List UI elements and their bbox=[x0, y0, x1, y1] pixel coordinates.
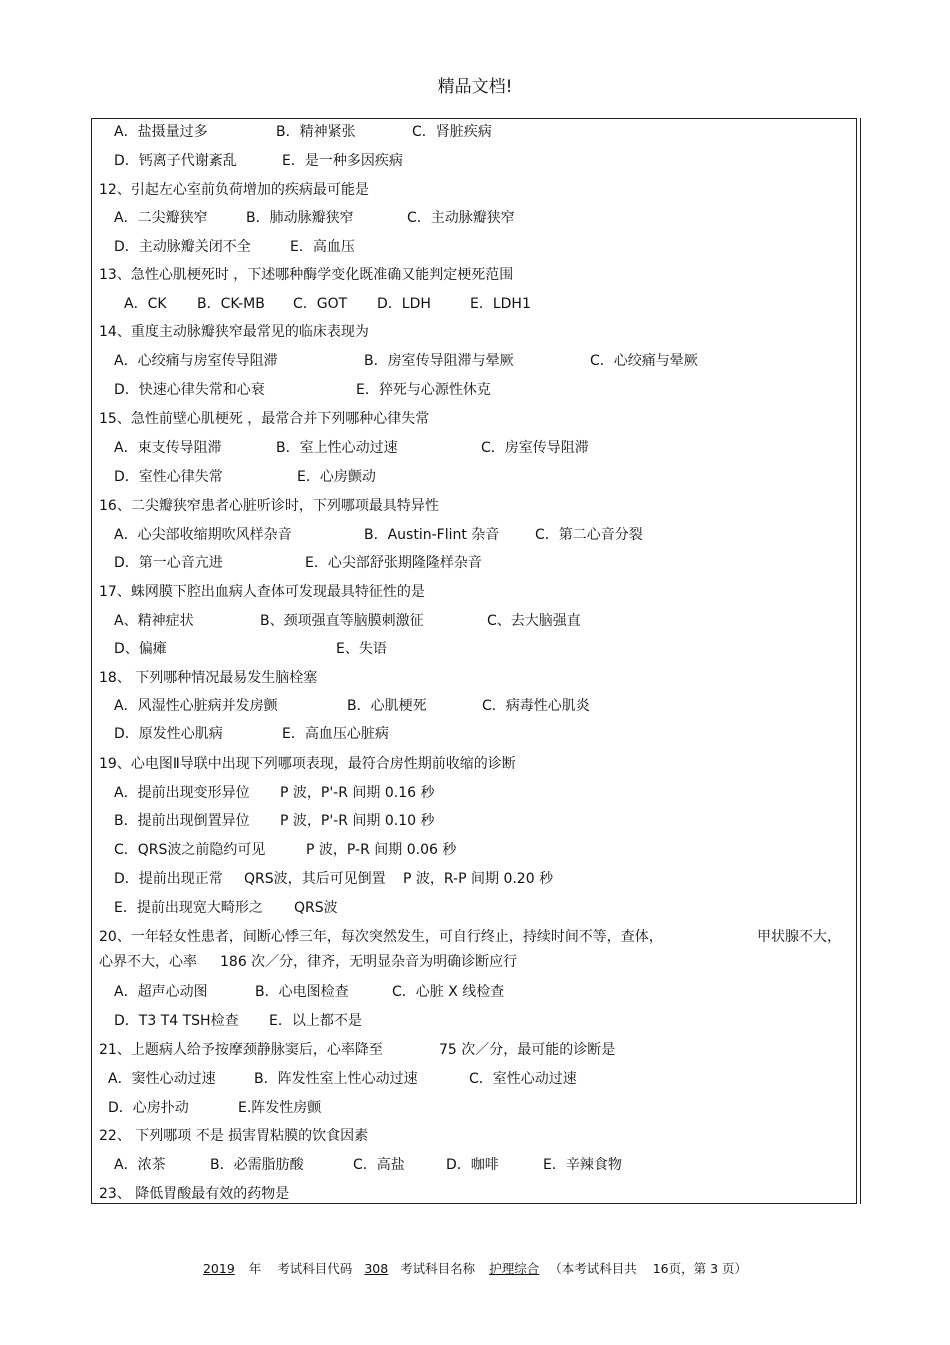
answer-option: E．辛辣食物 bbox=[543, 1157, 622, 1173]
answer-option: E．心尖部舒张期隆隆样杂音 bbox=[305, 555, 482, 571]
answer-option: D．快速心律失常和心衰 bbox=[114, 382, 265, 398]
answer-option: B．心肌梗死 bbox=[347, 698, 427, 714]
question-stem: 22、 下列哪项 不是 损害胃粘膜的饮食因素 bbox=[99, 1128, 369, 1144]
answer-option: B．房室传导阻滞与晕厥 bbox=[364, 353, 514, 369]
answer-option: C．第二心音分裂 bbox=[535, 527, 643, 543]
question-stem: 15、急性前壁心肌梗死 ，最常合并下列哪种心律失常 bbox=[99, 411, 430, 427]
question-stem: 18、 下列哪种情况最易发生脑栓塞 bbox=[99, 670, 318, 686]
answer-option: D．主动脉瓣关闭不全 bbox=[114, 239, 251, 255]
answer-option: B．提前出现倒置异位 bbox=[114, 813, 250, 829]
footer-code: 308 bbox=[364, 1261, 389, 1276]
answer-option: P 波，P-R 间期 0.06 秒 bbox=[306, 842, 457, 858]
question-stem: 19、心电图Ⅱ导联中出现下列哪项表现，最符合房性期前收缩的诊断 bbox=[99, 756, 516, 772]
answer-option: D．LDH bbox=[377, 296, 431, 312]
answer-option: A．超声心动图 bbox=[114, 984, 208, 1000]
footer-year: 2019 bbox=[202, 1261, 235, 1276]
answer-option: B、颈项强直等脑膜刺激征 bbox=[260, 613, 424, 629]
question-stem: 17、蛛网膜下腔出血病人查体可发现最具特征性的是 bbox=[99, 584, 425, 600]
answer-option: D．室性心律失常 bbox=[114, 469, 223, 485]
answer-option: 75 次／分，最可能的诊断是 bbox=[439, 1042, 616, 1058]
answer-option: B．阵发性室上性心动过速 bbox=[254, 1071, 418, 1087]
answer-option: P 波，R-P 间期 0.20 秒 bbox=[403, 871, 554, 887]
answer-option: C．心脏 X 线检查 bbox=[392, 984, 505, 1000]
question-stem: 12、引起左心室前负荷增加的疾病最可能是 bbox=[99, 182, 369, 198]
answer-option: C．房室传导阻滞 bbox=[481, 440, 589, 456]
footer-year-suffix: 年 bbox=[248, 1261, 262, 1276]
answer-option: E．猝死与心源性休克 bbox=[356, 382, 491, 398]
question-stem: 20、一年轻女性患者，间断心悸三年，每次突然发生，可自行终止，持续时间不等，查体， bbox=[99, 929, 663, 945]
answer-option: C．QRS波之前隐约可见 bbox=[114, 842, 266, 858]
answer-option: A．心绞痛与房室传导阻滞 bbox=[114, 353, 278, 369]
answer-option: E．以上都不是 bbox=[269, 1013, 362, 1029]
answer-option: A．窦性心动过速 bbox=[108, 1071, 216, 1087]
answer-option: B．精神紧张 bbox=[276, 124, 356, 140]
footer-name-label: 考试科目名称 bbox=[400, 1261, 476, 1276]
answer-option: C、去大脑强直 bbox=[487, 613, 581, 629]
answer-option: B．肺动脉瓣狭窄 bbox=[246, 210, 354, 226]
answer-option: 186 次／分，律齐，无明显杂音为明确诊断应行 bbox=[220, 954, 518, 970]
answer-option: D．咖啡 bbox=[446, 1157, 499, 1173]
footer-name: 护理综合 bbox=[489, 1261, 540, 1276]
answer-option: 甲状腺不大， bbox=[757, 929, 841, 945]
question-stem: 23、 降低胃酸最有效的药物是 bbox=[99, 1186, 290, 1202]
answer-option: A．风湿性心脏病并发房颤 bbox=[114, 698, 278, 714]
answer-option: P 波，P'-R 间期 0.16 秒 bbox=[280, 785, 435, 801]
answer-option: E．LDH1 bbox=[470, 296, 531, 312]
answer-option: QRS波，其后可见倒置 bbox=[244, 871, 386, 887]
answer-option: B．CK-MB bbox=[197, 296, 265, 312]
answer-option: P 波，P'-R 间期 0.10 秒 bbox=[280, 813, 435, 829]
answer-option: A．束支传导阻滞 bbox=[114, 440, 222, 456]
answer-option: E．心房颤动 bbox=[297, 469, 376, 485]
answer-option: 心界不大，心率 bbox=[99, 954, 197, 970]
answer-option: D．心房扑动 bbox=[108, 1100, 189, 1116]
answer-option: A．提前出现变形异位 bbox=[114, 785, 250, 801]
answer-option: E.阵发性房颤 bbox=[238, 1100, 322, 1116]
answer-option: A、精神症状 bbox=[114, 613, 194, 629]
answer-option: D、偏瘫 bbox=[114, 641, 167, 657]
question-stem: 13、急性心肌梗死时 ，下述哪种酶学变化既准确又能判定梗死范围 bbox=[99, 267, 514, 283]
answer-option: D．第一心音亢进 bbox=[114, 555, 223, 571]
footer-page-count: 16页，第 3 页） bbox=[652, 1261, 748, 1276]
answer-option: C．心绞痛与晕厥 bbox=[590, 353, 698, 369]
footer-note: （本考试科目共 bbox=[549, 1261, 637, 1276]
footer-code-label: 考试科目代码 bbox=[277, 1261, 353, 1276]
question-stem: 16、二尖瓣狭窄患者心脏听诊时，下列哪项最具特异性 bbox=[99, 498, 439, 514]
answer-option: D．提前出现正常 bbox=[114, 871, 223, 887]
answer-option: E．高血压心脏病 bbox=[282, 726, 389, 742]
answer-option: E．高血压 bbox=[290, 239, 355, 255]
answer-option: C．GOT bbox=[293, 296, 348, 312]
page-footer bbox=[0, 1259, 950, 1277]
answer-option: B．必需脂肪酸 bbox=[210, 1157, 304, 1173]
answer-option: A．CK bbox=[124, 296, 167, 312]
answer-option: A．心尖部收缩期吹风样杂音 bbox=[114, 527, 292, 543]
answer-option: E．是一种多因疾病 bbox=[282, 153, 403, 169]
answer-option: A．浓茶 bbox=[114, 1157, 166, 1173]
frame-right-double-line bbox=[860, 118, 861, 1204]
answer-option: B．Austin-Flint 杂音 bbox=[364, 527, 500, 543]
answer-option: D．钙离子代谢紊乱 bbox=[114, 153, 237, 169]
answer-option: E．提前出现宽大畸形之 bbox=[114, 900, 263, 916]
answer-option: C．高盐 bbox=[353, 1157, 405, 1173]
answer-option: A．二尖瓣狭窄 bbox=[114, 210, 208, 226]
answer-option: QRS波 bbox=[294, 900, 338, 916]
answer-option: B．室上性心动过速 bbox=[276, 440, 398, 456]
answer-option: D．T3 T4 TSH检查 bbox=[114, 1013, 239, 1029]
answer-option: C．肾脏疾病 bbox=[412, 124, 492, 140]
answer-option: D．原发性心肌病 bbox=[114, 726, 223, 742]
answer-option: A．盐摄量过多 bbox=[114, 124, 208, 140]
answer-option: C．室性心动过速 bbox=[469, 1071, 577, 1087]
answer-option: B．心电图检查 bbox=[255, 984, 349, 1000]
question-stem: 21、上题病人给予按摩颈静脉窦后，心率降至 bbox=[99, 1042, 383, 1058]
answer-option: E、失语 bbox=[336, 641, 387, 657]
page-header-title: 精品文档! bbox=[437, 77, 513, 97]
answer-option: C．主动脉瓣狭窄 bbox=[407, 210, 515, 226]
question-stem: 14、重度主动脉瓣狭窄最常见的临床表现为 bbox=[99, 324, 369, 340]
answer-option: C．病毒性心肌炎 bbox=[482, 698, 590, 714]
